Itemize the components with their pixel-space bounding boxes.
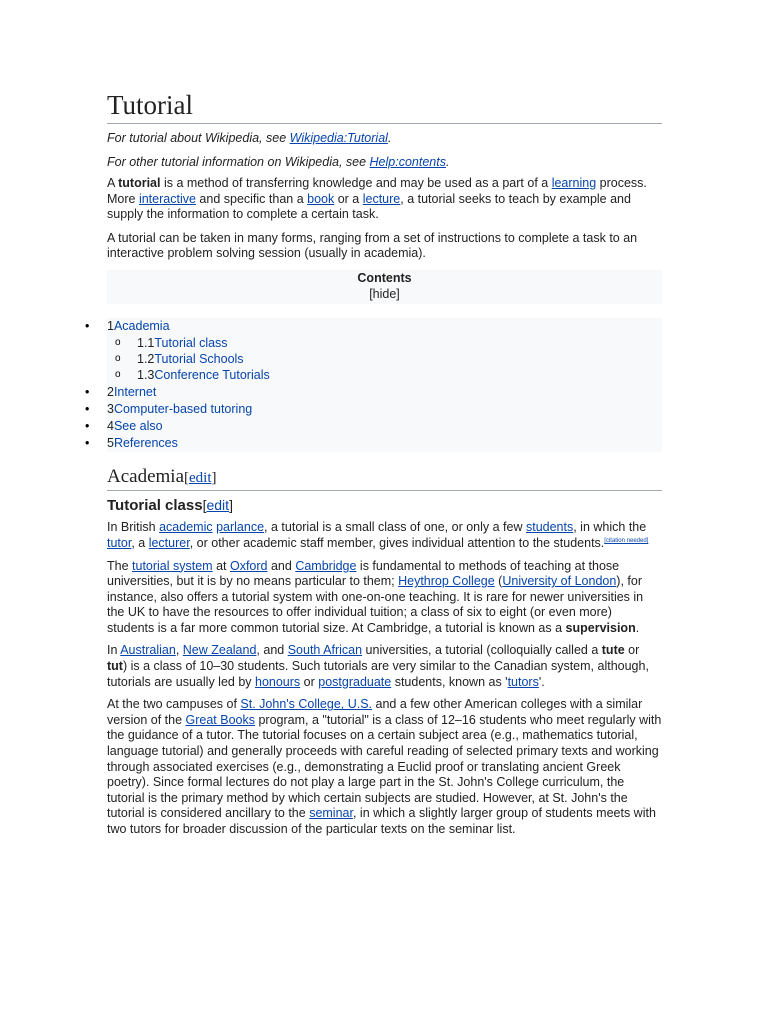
link-help-contents[interactable]: Help:contents bbox=[369, 155, 446, 170]
term-supervision: supervision bbox=[565, 620, 636, 635]
section-heading-tutorial-class: Tutorial class[edit] bbox=[107, 497, 233, 515]
link-heythrop-college[interactable]: Heythrop College bbox=[398, 574, 495, 589]
link-wikipedia-tutorial[interactable]: Wikipedia:Tutorial bbox=[289, 131, 388, 146]
bullet-icon: • bbox=[85, 418, 90, 433]
hatnote-help-contents: For other tutorial information on Wikipedia, see Help:contents. bbox=[107, 155, 450, 170]
link-oxford[interactable]: Oxford bbox=[229, 558, 268, 573]
toc-list bbox=[85, 318, 662, 452]
toc-item-see-also[interactable]: • 4See also bbox=[85, 418, 163, 433]
article-content bbox=[85, 90, 662, 838]
circle-bullet-icon: o bbox=[115, 337, 121, 349]
body-paragraph-2: The tutorial system at Oxford and Cambridge is fundamental to methods of teaching at those universities, but it is by no means particular to them; Heythrop College (University of London), for instance, also offers a tutorial system with one-on-one teaching. It is rare for newer universities in the UK to have the resources to offer individual tuition; a class of six to eight (or even more) students is a far more common tutorial size. At Cambridge, a tutorial is known as a supervision. bbox=[107, 558, 644, 635]
toc-title: Contents bbox=[357, 271, 412, 286]
link-cambridge[interactable]: Cambridge bbox=[295, 558, 357, 573]
toc-item-conference-tutorials[interactable]: o 1.3Conference Tutorials bbox=[115, 368, 270, 383]
link-new-zealand[interactable]: New Zealand bbox=[182, 643, 257, 658]
link-university-of-london[interactable]: University of London bbox=[502, 574, 617, 589]
page-title: Tutorial bbox=[107, 90, 662, 124]
toc-item-tutorial-schools[interactable]: o 1.2Tutorial Schools bbox=[115, 352, 244, 367]
link-students[interactable]: students bbox=[525, 520, 574, 535]
edit-link-tutorial-class[interactable]: edit bbox=[206, 497, 230, 514]
link-tutor[interactable]: tutor bbox=[107, 535, 132, 550]
intro-paragraph-1: A tutorial is a method of transferring knowledge and may be used as a part of a learning process. More interactive and specific than a book or a lecture, a tutorial seeks to teach by example and supply the information to complete a certain task. bbox=[107, 176, 647, 222]
link-interactive[interactable]: interactive bbox=[138, 191, 196, 206]
link-postgraduate[interactable]: postgraduate bbox=[318, 674, 392, 689]
table-of-contents bbox=[107, 270, 662, 304]
toc-item-tutorial-class[interactable]: o 1.1Tutorial class bbox=[115, 336, 228, 351]
hatnote-wikipedia-tutorial: For tutorial about Wikipedia, see Wikipedia:Tutorial. bbox=[107, 131, 392, 146]
link-tutors[interactable]: tutors bbox=[507, 674, 539, 689]
link-lecture[interactable]: lecture bbox=[362, 191, 401, 206]
citation-needed-link[interactable]: [citation needed] bbox=[604, 537, 649, 544]
link-australian[interactable]: Australian bbox=[120, 643, 176, 658]
term-tute: tute bbox=[601, 643, 625, 658]
toc-hide-toggle[interactable]: [hide] bbox=[369, 287, 400, 302]
bullet-icon: • bbox=[85, 401, 90, 416]
link-honours[interactable]: honours bbox=[255, 674, 301, 689]
link-st-johns-college[interactable]: St. John's College, U.S. bbox=[240, 697, 373, 712]
bullet-icon: • bbox=[85, 384, 90, 399]
term-tutorial: tutorial bbox=[118, 176, 161, 191]
circle-bullet-icon: o bbox=[115, 369, 121, 381]
term-tut: tut bbox=[107, 659, 123, 674]
edit-link-academia[interactable]: edit bbox=[189, 469, 212, 486]
toc-item-academia[interactable]: • 1Academia bbox=[85, 319, 170, 334]
link-parlance[interactable]: parlance bbox=[216, 520, 265, 535]
link-tutorial-system[interactable]: tutorial system bbox=[132, 558, 213, 573]
body-paragraph-1: In British academic parlance, a tutorial is a small class of one, or only a few students, in which the tutor, a lecturer, or other academic staff member, gives individual attention to the students.[citation needed] bbox=[107, 520, 649, 550]
section-heading-academia: Academia[edit] bbox=[107, 465, 662, 492]
body-paragraph-4: At the two campuses of St. John's College, U.S. and a few other American colleges with a similar version of the Great Books program, a "tutorial" is a class of 12–16 students who meet regularly with the guidance of a tutor. The tutorial focuses on a certain subject area (e.g., mathematics tutorial, language tutorial) and generally proceeds with careful reading of selected primary texts and working through associated exercises (e.g., demonstrating a Euclid proof or translating ancient Greek poetry). Since formal lectures do not play a large part in the St. John's College curriculum, the tutorial is the primary method by which certain subjects are studied. However, at St. John's the tutorial is considered ancillary to the seminar, in which a slightly larger group of students meets with two tutors for broader discussion of the particular texts on the seminar list. bbox=[107, 697, 662, 836]
toc-item-references[interactable]: • 5References bbox=[85, 435, 178, 450]
intro-paragraph-2: A tutorial can be taken in many forms, ranging from a set of instructions to complete a task to an interactive problem solving session (usually in academia). bbox=[107, 230, 638, 261]
link-south-african[interactable]: South African bbox=[287, 643, 363, 658]
toc-item-internet[interactable]: • 2Internet bbox=[85, 384, 157, 399]
link-academic[interactable]: academic bbox=[159, 520, 213, 535]
link-learning[interactable]: learning bbox=[551, 176, 597, 191]
bullet-icon: • bbox=[85, 435, 90, 450]
link-lecturer[interactable]: lecturer bbox=[148, 535, 190, 550]
link-great-books[interactable]: Great Books bbox=[185, 712, 255, 727]
link-book[interactable]: book bbox=[307, 191, 335, 206]
toc-item-computer-based-tutoring[interactable]: • 3Computer-based tutoring bbox=[85, 401, 253, 416]
body-paragraph-3: In Australian, New Zealand, and South African universities, a tutorial (colloquially called a tute or tut) is a class of 10–30 students. Such tutorials are very similar to the Canadian system, although, tutorials are usually led by honours or postgraduate students, known as 'tutors'. bbox=[107, 643, 649, 689]
link-seminar[interactable]: seminar bbox=[309, 806, 353, 821]
circle-bullet-icon: o bbox=[115, 353, 121, 365]
bullet-icon: • bbox=[85, 319, 90, 334]
